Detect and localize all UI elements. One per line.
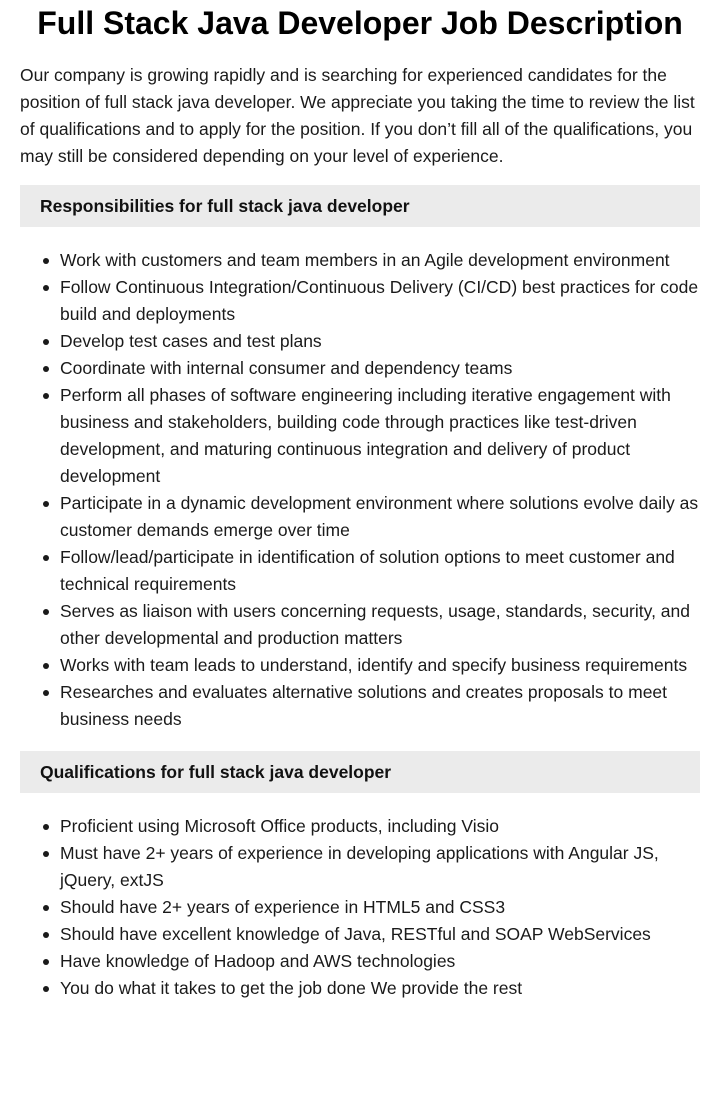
list-item: Must have 2+ years of experience in developing applications with Angular JS, jQuery, extJS [60,840,700,894]
section-spacer [20,733,700,751]
list-item: Should have 2+ years of experience in HTML5 and CSS3 [60,894,700,921]
list-item: Follow Continuous Integration/Continuous Delivery (CI/CD) best practices for code build and deployments [60,274,700,328]
list-item: Perform all phases of software engineering including iterative engagement with business and stakeholders, building code through practices like test-driven development, and maturing continuous integration and delivery of product development [60,382,700,490]
responsibilities-heading: Responsibilities for full stack java developer [20,185,700,227]
qualifications-list [20,813,700,1002]
list-item: Coordinate with internal consumer and dependency teams [60,355,700,382]
list-item: Work with customers and team members in an Agile development environment [60,247,700,274]
list-item: Should have excellent knowledge of Java, RESTful and SOAP WebServices [60,921,700,948]
list-item: Participate in a dynamic development environment where solutions evolve daily as customer demands emerge over time [60,490,700,544]
list-item: Serves as liaison with users concerning requests, usage, standards, security, and other developmental and production matters [60,598,700,652]
intro-paragraph: Our company is growing rapidly and is searching for experienced candidates for the position of full stack java developer. We appreciate you taking the time to review the list of qualifications and to apply for the position. If you don’t fill all of the qualifications, you may still be considered depending on your level of experience. [20,65,695,166]
list-item: Researches and evaluates alternative solutions and creates proposals to meet business needs [60,679,700,733]
list-item: You do what it takes to get the job done We provide the rest [60,975,700,1002]
responsibilities-list [20,247,700,733]
qualifications-heading: Qualifications for full stack java developer [20,751,700,793]
list-item: Proficient using Microsoft Office products, including Visio [60,813,700,840]
list-item: Develop test cases and test plans [60,328,700,355]
page-title: Full Stack Java Developer Job Description [37,5,683,41]
list-item: Have knowledge of Hadoop and AWS technologies [60,948,700,975]
list-item: Follow/lead/participate in identification of solution options to meet customer and technical requirements [60,544,700,598]
list-item: Works with team leads to understand, identify and specify business requirements [60,652,700,679]
